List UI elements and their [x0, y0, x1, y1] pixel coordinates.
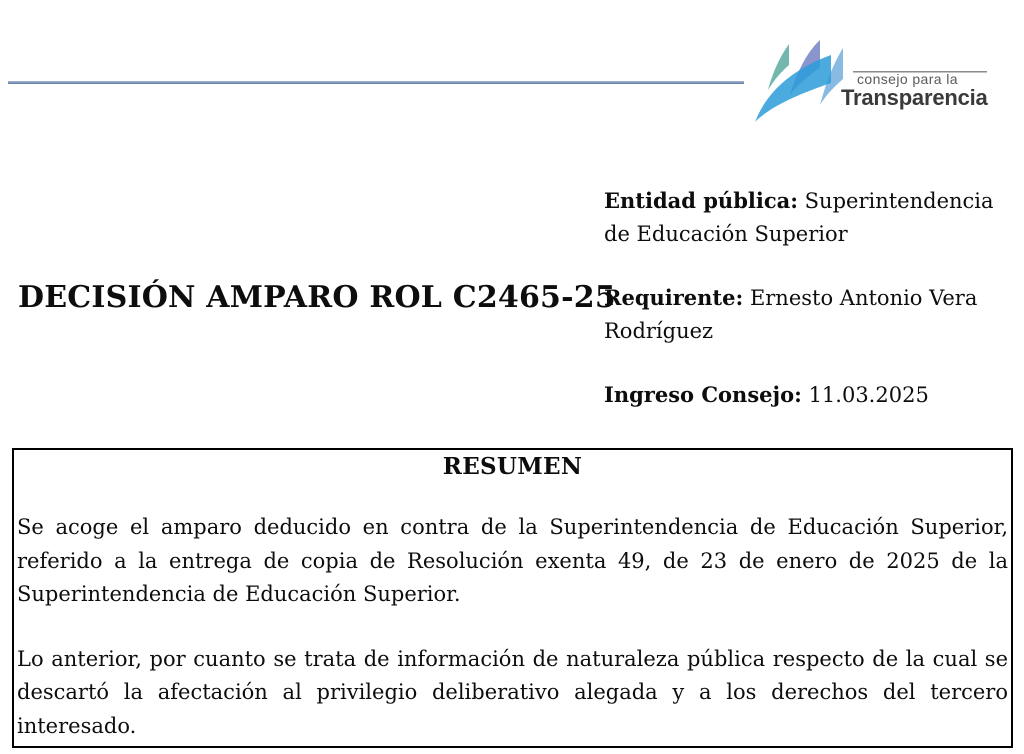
resumen-box	[12, 448, 1013, 748]
logo-brand: Transparencia	[841, 85, 988, 110]
info-value-ingreso: 11.03.2025	[808, 383, 929, 407]
case-info-column	[604, 184, 1019, 412]
header-divider-line	[8, 81, 744, 84]
logo-tagline: consejo para la	[857, 71, 958, 87]
info-label-entidad: Entidad pública:	[604, 188, 798, 213]
info-label-requirente: Requirente:	[604, 285, 744, 310]
resumen-heading: RESUMEN	[442, 453, 583, 480]
resumen-paragraph-2: Lo anterior, por cuanto se trata de información de naturaleza pública respecto de la cual se descartó la afectación al privilegio deliberativo alegada y a los derechos del tercero interesado.	[17, 646, 1008, 738]
info-row-entidad	[604, 184, 1019, 251]
transparencia-logo	[751, 31, 1013, 123]
info-value-entidad: Superintendencia de Educación Superior	[604, 189, 994, 246]
transparencia-logo-icon	[751, 31, 1013, 123]
info-label-ingreso: Ingreso Consejo:	[604, 382, 802, 407]
info-row-ingreso	[604, 378, 1019, 412]
resumen-paragraph-1: Se acoge el amparo deducido en contra de la Superintendencia de Educación Superior, referido a la entrega de copia de Resolución exenta 49, de 23 de enero de 2025 de la Superintendencia de Educación Superior.	[17, 515, 1008, 606]
logo-ribbons-icon	[755, 40, 843, 122]
info-row-requirente	[604, 281, 1019, 348]
decision-title: DECISIÓN AMPARO ROL C2465-25	[18, 280, 616, 315]
info-value-requirente: Ernesto Antonio Vera Rodríguez	[604, 286, 978, 343]
